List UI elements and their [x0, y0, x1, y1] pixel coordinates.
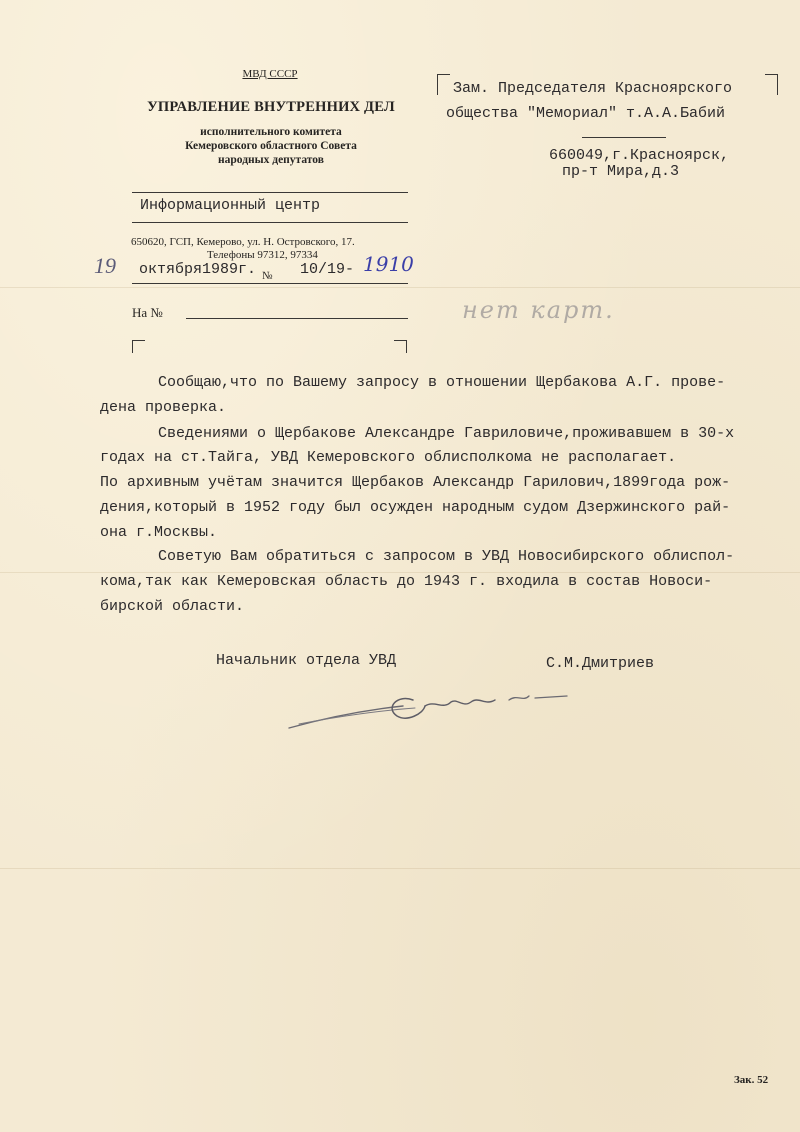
addressee-line: Зам. Председателя Красноярского: [453, 80, 733, 97]
ministry-name: МВД СССР: [242, 68, 298, 80]
department-subline: народных депутатов: [218, 154, 324, 166]
reply-to-label: На №: [132, 305, 163, 320]
corner-mark: [132, 340, 145, 353]
signatory-name: С.М.Дмитриев: [546, 655, 655, 672]
body-line: кома,так как Кемеровская область до 1943 г. входила в состав Новоси-: [100, 573, 713, 590]
number-sign: №: [262, 270, 273, 282]
letterhead-rule: [132, 222, 408, 223]
letterhead-phones: Телефоны 97312, 97334: [207, 249, 318, 261]
order-number: Зак. 52: [734, 1074, 769, 1086]
addressee-rule: [582, 137, 666, 138]
paper-fold: [0, 868, 800, 869]
reference-number-handwritten: 1910: [363, 252, 414, 276]
reference-number: 10/19-: [300, 261, 355, 278]
body-line: бирской области.: [100, 598, 245, 615]
date-month-year: октября1989г.: [139, 261, 257, 278]
department-subline: Кемеровского областного Совета: [185, 140, 357, 152]
info-center-label: Информационный центр: [140, 197, 321, 214]
addressee-line: пр-т Мира,д.3: [562, 163, 680, 180]
body-line: она г.Москвы.: [100, 524, 218, 541]
corner-mark: [437, 74, 450, 95]
body-line: годах на ст.Тайга, УВД Кемеровского облисполкома не располагает.: [100, 449, 677, 466]
pencil-note: нет карт.: [462, 296, 615, 324]
reply-to-rule: [186, 318, 408, 319]
body-line: По архивным учётам значится Щербаков Александр Гарилович,1899года рож-: [100, 474, 731, 491]
addressee-line: 660049,г.Красноярск,: [549, 147, 730, 164]
signatory-title: Начальник отдела УВД: [216, 652, 397, 669]
date-rule: [132, 283, 408, 284]
date-day-handwritten: 19: [94, 253, 116, 278]
body-line: дения,который в 1952 году был осужден народным судом Дзержинского рай-: [100, 499, 731, 516]
body-line: дена проверка.: [100, 399, 227, 416]
letterhead-address: 650620, ГСП, Кемерово, ул. Н. Островского, 17.: [131, 236, 355, 248]
department-subline: исполнительного комитета: [200, 126, 342, 138]
addressee-line: общества "Мемориал" т.А.А.Бабий: [446, 105, 726, 122]
letterhead-rule: [132, 192, 408, 193]
paper-fold: [0, 287, 800, 288]
corner-mark: [394, 340, 407, 353]
body-line: Сообщаю,что по Вашему запросу в отношении Щербакова А.Г. прове-: [158, 374, 726, 391]
corner-mark: [765, 74, 778, 95]
body-line: Советую Вам обратиться с запросом в УВД Новосибирского облиспол-: [158, 548, 735, 565]
department-title: УПРАВЛЕНИЕ ВНУТРЕННИХ ДЕЛ: [147, 99, 395, 115]
handwritten-signature: [285, 680, 585, 740]
body-line: Сведениями о Щербакове Александре Гавриловиче,проживавшем в 30-х: [158, 425, 735, 442]
